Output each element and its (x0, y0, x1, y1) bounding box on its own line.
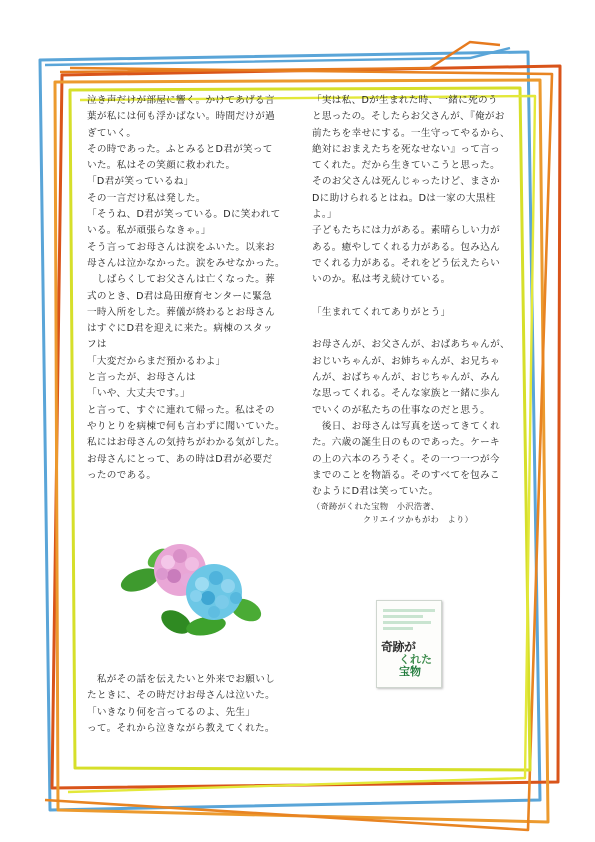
right-column-paragraphs (312, 93, 517, 500)
text-line: な思ってくれる。そんな家族と一緒に歩ん (312, 388, 500, 400)
text-line: 一時入所をした。葬儀が終わるとお母さん (87, 306, 275, 318)
text-line: よ。」 (312, 209, 337, 221)
text-line: までのことを物語る。そのすべてを包みこ (312, 469, 500, 481)
text-line: いる。私が頑張らなきゃ。」 (87, 225, 211, 237)
text-line: 式のとき、D君は島田療育センターに緊急 (87, 290, 273, 302)
text-line: 後日、お母さんは写真を送ってきてくれ (312, 420, 500, 432)
text-line: たときに、その時だけお母さんは泣いた。 (87, 690, 275, 702)
text-line: その時であった。ふとみるとD君が笑って (87, 143, 273, 155)
blue-flower-cluster (186, 564, 242, 620)
text-line: ぎていく。 (87, 127, 137, 139)
text-line: お母さんにとって、あの時はD君が必要だ (87, 453, 273, 465)
text-line: 母さんは泣かなかった。涙をみせなかった。 (87, 257, 285, 269)
text-line: た。六歳の誕生日のものであった。ケーキ (312, 437, 500, 449)
text-line: 「D君が笑っているね」 (87, 176, 194, 188)
left-column-text (87, 93, 292, 484)
text-line: おじいちゃんが、お姉ちゃんが、お兄ちゃ (312, 355, 500, 367)
text-line: 絶対におまえたちを死なせない』って言っ (312, 143, 500, 155)
text-line: しばらくしてお父さんは亡くなった。葬 (87, 274, 275, 286)
text-line: 私がその話を伝えたいと外来でお願いし (87, 674, 275, 685)
text-line: いた。私はその笑顔に救われた。 (87, 160, 236, 172)
text-line: 泣き声だけが部屋に響く。かけてあげる言 (87, 95, 275, 106)
right-column-text (312, 93, 517, 526)
text-line: と言って、すぐに連れて帰った。私はその (87, 404, 275, 416)
text-line: 私にはお母さんの気持ちがわかる気がした。 (87, 437, 285, 449)
text-line: 「そうね、D君が笑っている。Dに笑われて (87, 209, 281, 221)
text-line: そのお父さんは死んじゃったけど、まさか (312, 176, 500, 188)
left-bottom-text (87, 672, 297, 737)
text-line: Dに助けられるとはね。Dは一家の大黒柱 (312, 192, 496, 204)
citation-line-1: （奇跡がくれた宝物 小沢浩著、 (312, 501, 440, 512)
text-line: でくれる力がある。それをどう伝えたらい (312, 257, 500, 269)
text-line: むようにD君は笑っていた。 (312, 486, 439, 498)
text-line: フは (87, 339, 107, 351)
text-line: いのか。私は考え続けている。 (312, 274, 451, 286)
text-line: って。それから泣きながら教えてくれた。 (87, 722, 275, 734)
frame-line-top-orange (60, 42, 500, 72)
text-line: 前たちを幸せにする。一生守ってやるから、 (312, 127, 510, 139)
text-line (312, 289, 517, 305)
text-line: 「大変だからまだ預かるわよ」 (87, 355, 226, 367)
text-line: ある。癒やしてくれる力がある。包み込ん (312, 241, 500, 253)
text-line: と思ったの。そしたらお父さんが、『俺がお (312, 111, 505, 123)
book-title-end: 宝物 (399, 665, 421, 678)
text-line: お母さんが、お父さんが、おばあちゃんが、 (312, 339, 510, 351)
citation-line-2: クリエイツかもがわ より） (312, 514, 474, 525)
text-line: はすぐにD君を迎えに来た。病棟のスタッ (87, 323, 273, 335)
text-line: 「実は私、Dが生まれた時、一緒に死のう (312, 95, 498, 106)
text-line: 葉が私には何も浮かばない。時間だけが過 (87, 111, 275, 123)
book-cover-image (376, 600, 442, 688)
text-line: の上の六本のろうそく。その一つ一つが今 (312, 453, 500, 465)
text-line: でいくのが私たちの仕事なのだと思う。 (312, 404, 491, 416)
text-line (312, 321, 517, 337)
frame-line-top-blue (45, 48, 510, 65)
book-title-continued: くれた (399, 653, 432, 666)
text-line: やりとりを病棟で何も言わずに聞いていた。 (87, 420, 285, 432)
text-line: 「いや、大丈夫です。」 (87, 388, 191, 400)
book-title: 奇跡が (381, 640, 416, 654)
text-line: 「いきなり何を言ってるのよ、先生」 (87, 706, 256, 718)
text-line: んが、おばちゃんが、おじちゃんが、みん (312, 372, 500, 384)
text-line: 子どもたちには力がある。素晴らしい力が (312, 225, 500, 237)
text-line: その一言だけ私は発した。 (87, 192, 206, 204)
text-line: 「生まれてくれてありがとう」 (312, 306, 451, 318)
text-line: ったのである。 (87, 469, 157, 481)
hydrangea-illustration (118, 540, 268, 640)
text-line: そう言ってお母さんは涙をふいた。以来お (87, 241, 275, 253)
leaf (157, 605, 195, 638)
text-line: てくれた。だから生きていこうと思った。 (312, 160, 500, 172)
text-line: と言ったが、お母さんは (87, 372, 196, 384)
